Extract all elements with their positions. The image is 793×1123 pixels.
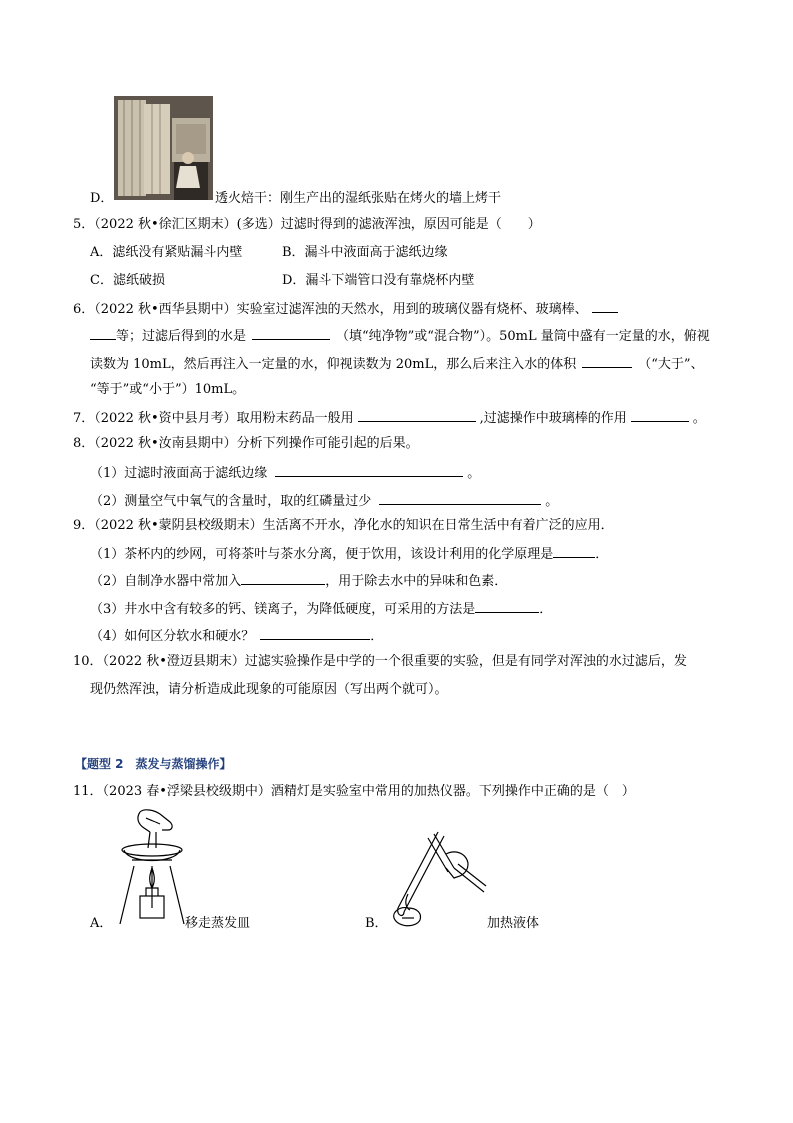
q7-part-a: 7．（2022 秋•资中县月考）取用粉末药品一般用: [73, 411, 354, 426]
q9-blank-4[interactable]: [260, 627, 370, 640]
q4-option-d-text: 透火焙干：刚生产出的湿纸张贴在烤火的墙上烤干: [215, 191, 502, 206]
q10-line1: 10．（2022 秋•澄迈县期末）过滤实验操作是中学的一个很重要的实验，但是有同学对浑浊的水过滤后，发: [73, 654, 687, 669]
q6-line3: 读数为 10mL，然后再注入一定量的水，仰视读数为 20mL，那么后来注入水的体积: [90, 357, 577, 372]
q9-stem: 9．（2022 秋•蒙阴县校级期末）生活离不开水，净化水的知识在日常生活中有着广泛的应用．: [73, 518, 614, 533]
q9-blank-1[interactable]: [553, 545, 595, 558]
q8-end-1: 。: [467, 466, 481, 481]
q9-dot-1: ．: [595, 547, 609, 562]
q11-stem: 11．（2023 春•浮梁县校级期中）酒精灯是实验室中常用的加热仪器。下列操作中正确的是（ ）: [73, 784, 635, 799]
q9-sub-3: （3）井水中含有较多的钙、镁离子，为降低硬度，可采用的方法是: [90, 602, 476, 617]
q6-line2a: 等；过滤后得到的水是: [116, 329, 247, 344]
q11-option-b-text: 加热液体: [487, 916, 540, 931]
q6-blank-1b[interactable]: [90, 327, 116, 340]
q7-part-b: ,过滤操作中玻璃棒的作用: [479, 411, 627, 426]
q6-line4: “等于”或“小于”）10mL。: [90, 382, 246, 397]
q6-blank-1a[interactable]: [592, 300, 618, 313]
q9-sub-4: （4）如何区分软水和硬水？: [90, 629, 255, 644]
q7-blank-1[interactable]: [358, 409, 476, 422]
q4-option-d-label: D．: [90, 191, 114, 206]
q5-option-b: B．漏斗中液面高于滤纸边缘: [282, 245, 448, 260]
q5-option-c: C．滤纸破损: [90, 273, 165, 288]
q9-sub-2a: （2）自制净水器中常加入: [90, 574, 242, 589]
q5-option-a: A．滤纸没有紧贴漏斗内壁: [90, 245, 243, 260]
q11-option-a-text: 移走蒸发皿: [185, 916, 251, 931]
q7-blank-2[interactable]: [631, 409, 689, 422]
q6-line2b: （填“纯净物”或“混合物”）。50mL 量筒中盛有一定量的水，俯视: [336, 329, 710, 344]
section-heading: 【题型 2 蒸发与蒸馏操作】: [75, 757, 232, 771]
q5-stem: 5．（2022 秋•徐汇区期末）(多选）过滤时得到的滤液浑浊，原因可能是（ ）: [73, 217, 541, 232]
q6-line1: 6．（2022 秋•西华县期中）实验室过滤浑浊的天然水，用到的玻璃仪器有烧杯、玻璃棒、: [73, 302, 588, 317]
q10-line2: 现仍然浑浊，请分析造成此现象的可能原因（写出两个就可）。: [90, 682, 448, 697]
q8-sub-2: （2）测量空气中氧气的含量时，取的红磷量过少: [90, 494, 372, 509]
figure-a-evaporating-dish: [110, 808, 190, 926]
q9-sub-1: （1）茶杯内的纱网，可将茶叶与茶水分离，便于饮用，该设计利用的化学原理是: [90, 547, 554, 562]
q7-part-c: 。: [692, 411, 706, 426]
q9-sub-2b: ，用于除去水中的异味和色素．: [325, 574, 508, 589]
q9-dot-4: ．: [370, 629, 384, 644]
q6-blank-3[interactable]: [582, 355, 632, 368]
q9-dot-3: ．: [539, 602, 553, 617]
figure-b-heating-liquid: [388, 828, 488, 928]
q9-blank-2[interactable]: [241, 572, 325, 585]
papermaking-photo: [114, 96, 213, 200]
q11-option-b-label: B．: [365, 916, 388, 931]
q5-option-d: D．漏斗下端管口没有靠烧杯内壁: [282, 273, 475, 288]
q6-line3b: （“大于”、: [638, 357, 704, 372]
q11-option-a-label: A．: [90, 916, 113, 931]
q8-stem: 8．（2022 秋•汝南县期中）分析下列操作可能引起的后果。: [73, 436, 419, 451]
q8-blank-1[interactable]: [275, 464, 463, 477]
q8-blank-2[interactable]: [379, 492, 541, 505]
q8-end-2: 。: [545, 494, 559, 509]
q9-blank-3[interactable]: [475, 600, 539, 613]
q6-blank-2[interactable]: [252, 327, 330, 340]
q8-sub-1: （1）过滤时液面高于滤纸边缘: [90, 466, 268, 481]
